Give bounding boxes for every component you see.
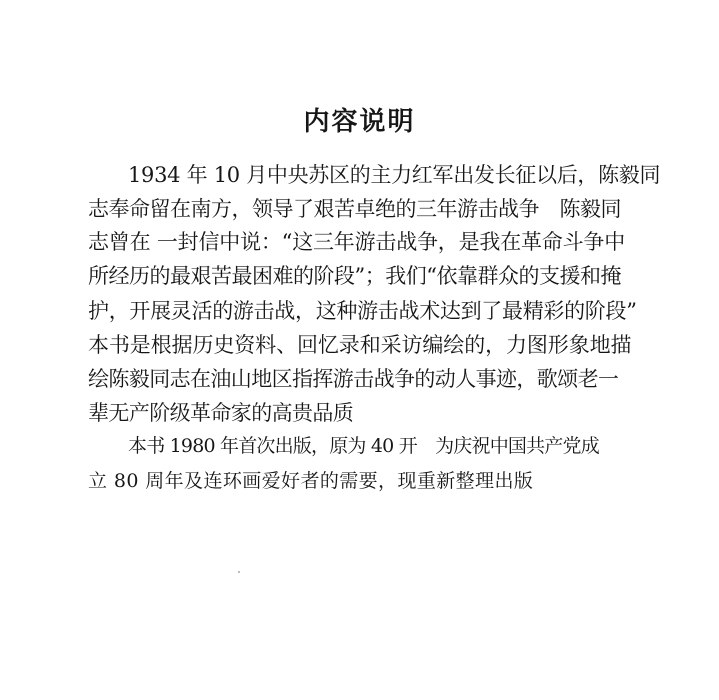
text-line: 辈无产阶级革命家的高贵品质 <box>88 401 354 425</box>
page-title: 内容说明 <box>303 107 416 137</box>
text-line: 护，开展灵活的游击战，这种游击战术达到了最精彩的阶段” <box>88 299 637 323</box>
text-line: 所经历的最艰苦最困难的阶段”；我们“依靠群众的支援和掩 <box>88 264 621 288</box>
scan-speck <box>238 571 240 573</box>
text-line: 1934 年 10 月中央苏区的主力红军出发长征以后，陈毅同 <box>128 163 661 187</box>
text-line: 志奉命留在南方，领导了艰苦卓绝的三年游击战争 陈毅同 <box>88 197 621 221</box>
text-line: 立 80 周年及连环画爱好者的需要，现重新整理出版 <box>88 470 534 492</box>
text-line: 绘陈毅同志在油山地区指挥游击战争的动人事迹，歌颂老一 <box>88 367 619 391</box>
text-line: 本书 1980 年首次出版，原为 40 开 为庆祝中国共产党成 <box>128 435 599 457</box>
text-line: 志曾在 一封信中说：“这三年游击战争，是我在革命斗争中 <box>88 230 626 254</box>
text-line: 本书是根据历史资料、回忆录和采访编绘的，力图形象地描 <box>88 333 632 357</box>
